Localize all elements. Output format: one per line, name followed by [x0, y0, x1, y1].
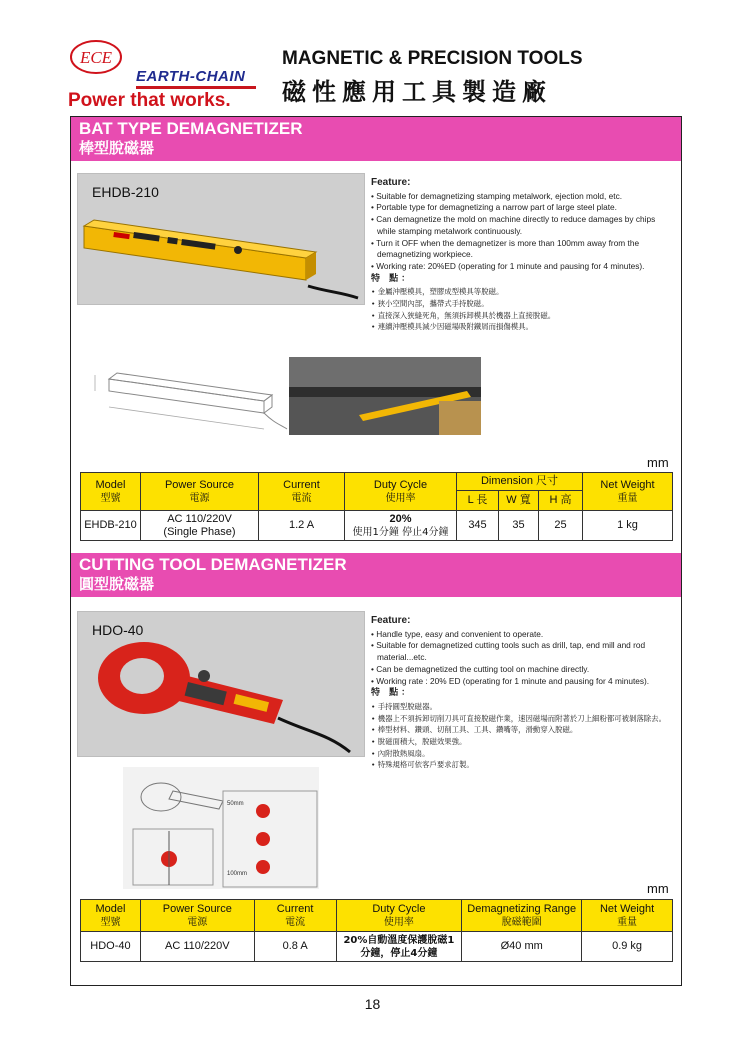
header-width: W 寬: [499, 490, 539, 510]
cell-model: HDO-40: [81, 932, 141, 962]
section-banner-bat: [71, 117, 681, 161]
tagline: Power that works.: [68, 90, 231, 111]
feature-title: Feature:: [371, 177, 411, 188]
spec-table-bat: [80, 472, 673, 541]
header-model: Model 型號: [81, 900, 141, 932]
feature-item: • Portable type for demagnetizing a narrow part of large steel plate.: [371, 202, 676, 214]
feature-list-zh: [371, 701, 676, 771]
feature-item-zh: • 連續沖壓模具減少因磁場吸附鐵屑而損傷模具。: [371, 321, 676, 333]
diagram-label-50mm: 50mm: [227, 801, 244, 807]
feature-list-en: [371, 191, 676, 273]
cell-width: 35: [499, 511, 539, 541]
feature-item: • Working rate: 20%ED (operating for 1 minute and pausing for 4 minutes).: [371, 261, 676, 273]
feature-list-en: [371, 629, 676, 688]
model-label: HDO-40: [92, 622, 144, 638]
feature-item-zh: • 特殊規格可依客戶要求訂製。: [371, 759, 676, 771]
company-logo: [66, 34, 266, 110]
ece-emblem: [70, 40, 122, 74]
feature-item-zh: • 棒型材料、鑽頭、切削工具、工具、鑽嘴等，滑動穿入脫磁。: [371, 724, 676, 736]
feature-item-zh: • 機器上不須拆卸切削刀具可直接脫磁作業，速因磁場而附著於刀上細粉都可被剝落除去。: [371, 713, 676, 725]
feature-item: • Turn it OFF when the demagnetizer is more than 100mm away from the demagnetizing workpiece.: [371, 238, 676, 261]
cell-length: 345: [457, 511, 499, 541]
product-photo-ring: [77, 611, 365, 757]
cell-weight: 0.9 kg: [582, 932, 673, 962]
cell-current: 1.2 A: [259, 511, 345, 541]
svg-text:ECE: ECE: [79, 48, 113, 67]
logo-underline: [136, 86, 256, 89]
section-title-en: CUTTING TOOL DEMAGNETIZER: [79, 555, 347, 574]
page-number: 18: [364, 996, 381, 1012]
feature-title-zh: 特 點：: [371, 273, 414, 284]
header-title-en: MAGNETIC & PRECISION TOOLS: [282, 48, 583, 69]
ring-usage-diagram: [123, 767, 319, 889]
header-power: Power Source 電源: [140, 900, 254, 932]
product-photo-bat: [77, 173, 365, 305]
features-ring: [371, 615, 676, 771]
header-current: Current 電流: [259, 473, 345, 511]
spec-table-ring: [80, 899, 673, 962]
feature-item-zh: • 直接深入狹縫死角，無須拆卸模具於機器上直接脫磁。: [371, 310, 676, 322]
diagram-label-100mm: 100mm: [227, 871, 248, 877]
brand-name: EARTH-CHAIN: [136, 68, 246, 85]
feature-item: • Can demagnetize the mold on machine directly to reduce damages by chips while stamping metalwork continuously.: [371, 214, 676, 237]
cell-height: 25: [539, 511, 583, 541]
units-label: mm: [647, 455, 669, 470]
feature-item: • Suitable for demagnetizing stamping metalwork, ejection mold, etc.: [371, 191, 676, 203]
feature-item-zh: • 脫磁面積大，脫磁效果強。: [371, 736, 676, 748]
feature-item: • Can be demagnetized the cutting tool on machine directly.: [371, 664, 676, 676]
header-weight: Net Weight 重量: [582, 900, 673, 932]
bat-demagnetizer-image: [78, 174, 366, 306]
section-title-zh: 棒型脫磁器: [79, 139, 155, 157]
header-duty: Duty Cycle 使用率: [345, 473, 457, 511]
cell-model: EHDB-210: [81, 511, 141, 541]
cell-power: AC 110/220V: [140, 932, 254, 962]
feature-item-zh: • 金屬沖壓模具，塑膠成型模具等脫磁。: [371, 286, 676, 298]
feature-title: Feature:: [371, 615, 411, 626]
section-banner-cutting: [71, 553, 681, 597]
bat-usage-photo: [289, 357, 481, 435]
header-dimension: Dimension 尺寸: [457, 473, 583, 491]
bat-dimension-drawing: [89, 357, 289, 437]
header-range: Demagnetizing Range 脫磁範圍: [462, 900, 582, 932]
cell-power: AC 110/220V (Single Phase): [141, 511, 259, 541]
cell-duty: 20% 使用1分鐘 停止4分鐘: [345, 511, 457, 541]
features-bat: [371, 177, 676, 333]
model-label: EHDB-210: [92, 184, 159, 200]
header-model: Model 型號: [81, 473, 141, 511]
cell-current: 0.8 A: [254, 932, 336, 962]
feature-item-zh: • 狹小空間內部，攜帶式手持脫磁。: [371, 298, 676, 310]
header-weight: Net Weight 重量: [583, 473, 673, 511]
header-current: Current 電流: [254, 900, 336, 932]
cell-range: Ø40 mm: [462, 932, 582, 962]
feature-item-zh: • 手持圓型脫磁器。: [371, 701, 676, 713]
cell-duty: 20%自動溫度保護脫磁1 分鐘，停止4分鐘: [336, 932, 462, 962]
feature-item: • Working rate : 20% ED (operating for 1 minute and pausing for 4 minutes).: [371, 676, 676, 688]
feature-item: • Handle type, easy and convenient to operate.: [371, 629, 676, 641]
section-title-en: BAT TYPE DEMAGNETIZER: [79, 119, 303, 138]
header-title-zh: 磁性應用工具製造廠: [282, 78, 552, 106]
ring-demagnetizer-image: [78, 612, 366, 758]
cell-weight: 1 kg: [583, 511, 673, 541]
feature-title-zh: 特 點：: [371, 688, 414, 699]
feature-list-zh: [371, 286, 676, 333]
header-height: H 高: [539, 490, 583, 510]
catalog-frame: [70, 116, 682, 986]
feature-item: • Suitable for demagnetized cutting tools such as drill, tap, end mill and rod material...etc.: [371, 640, 676, 663]
units-label: mm: [647, 881, 669, 896]
header-power: Power Source 電源: [141, 473, 259, 511]
section-title-zh: 圓型脫磁器: [79, 575, 155, 593]
header-length: L 長: [457, 490, 499, 510]
header-duty: Duty Cycle 使用率: [336, 900, 462, 932]
feature-item-zh: • 內附散熱風扇。: [371, 748, 676, 760]
